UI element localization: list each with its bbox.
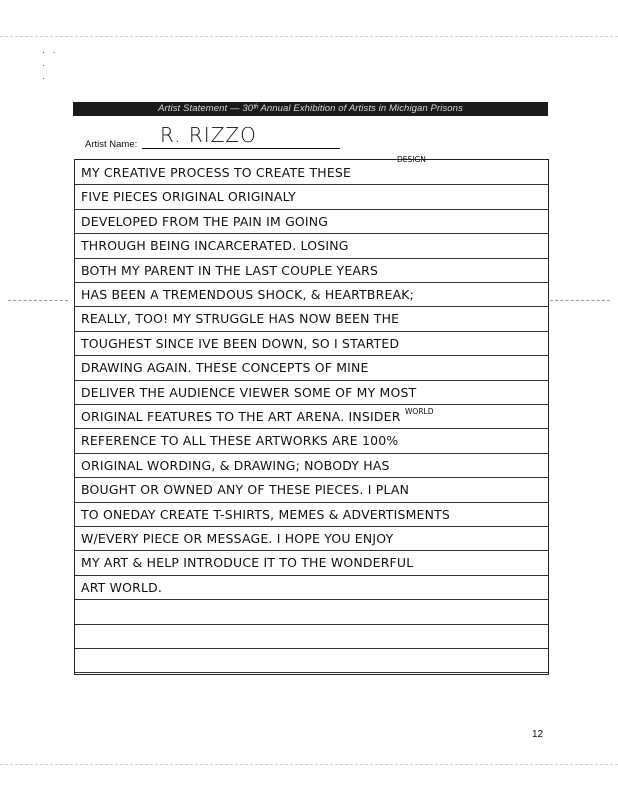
annotation-design: DESIGN xyxy=(397,155,426,164)
handwritten-line: REALLY, TOO! MY STRUGGLE HAS NOW BEEN THE xyxy=(81,311,400,327)
scan-speck-marks: · · · · xyxy=(42,47,56,83)
ruled-line xyxy=(75,672,548,673)
ruled-line xyxy=(75,306,548,307)
handwritten-line: TOUGHEST SINCE IVE BEEN DOWN, SO I STARTED xyxy=(81,335,400,351)
ruled-line xyxy=(75,428,548,429)
artist-name-value: R. RIZZO xyxy=(160,123,257,147)
ruled-line xyxy=(75,258,548,259)
handwritten-line: REFERENCE TO ALL THESE ARTWORKS ARE 100% xyxy=(81,433,399,449)
handwritten-line: FIVE PIECES ORIGINAL ORIGINALY xyxy=(81,189,296,205)
handwritten-line: ORIGINAL FEATURES TO THE ART ARENA. INSIDER xyxy=(81,409,401,424)
handwritten-line: THROUGH BEING INCARCERATED. LOSING xyxy=(81,238,349,254)
ruled-line xyxy=(75,477,548,478)
handwritten-line: ORIGINAL WORDING, & DRAWING; NOBODY HAS xyxy=(81,457,390,473)
handwritten-line: BOUGHT OR OWNED ANY OF THESE PIECES. I PLAN xyxy=(81,482,410,498)
ruled-line xyxy=(75,209,548,210)
handwritten-line: HAS BEEN A TREMENDOUS SHOCK, & HEARTBREAK; xyxy=(81,287,415,302)
handwritten-line: W/EVERY PIECE OR MESSAGE. I HOPE YOU ENJOY xyxy=(81,531,394,546)
handwritten-line: DEVELOPED FROM THE PAIN IM GOING xyxy=(81,213,329,229)
ruled-line xyxy=(75,404,548,405)
ruled-line xyxy=(75,526,548,527)
ruled-line xyxy=(75,624,548,625)
handwritten-line: ART WORLD. xyxy=(81,579,163,595)
artist-name-label: Artist Name: xyxy=(85,139,138,150)
statement-header-banner: Artist Statement — 30ᵗʰ Annual Exhibition of Artists in Michigan Prisons xyxy=(73,102,548,116)
ruled-line xyxy=(75,502,548,503)
page-number: 12 xyxy=(532,729,544,740)
artist-name-underline xyxy=(142,148,340,149)
handwritten-line: MY ART & HELP INTRODUCE IT TO THE WONDERFUL xyxy=(81,555,414,571)
handwritten-line: DELIVER THE AUDIENCE VIEWER SOME OF MY MOST xyxy=(81,384,417,400)
annotation-world: WORLD xyxy=(405,407,434,416)
ruled-line xyxy=(75,233,548,234)
ruled-line xyxy=(75,331,548,332)
ruled-line xyxy=(75,355,548,356)
scan-edge-bottom xyxy=(0,764,618,765)
ruled-line xyxy=(75,575,548,576)
handwritten-line: TO ONEDAY CREATE T-SHIRTS, MEMES & ADVERTISMENTS xyxy=(81,506,451,522)
ruled-line xyxy=(75,599,548,600)
handwritten-line: DRAWING AGAIN. THESE CONCEPTS OF MINE xyxy=(81,360,369,376)
ruled-line xyxy=(75,550,548,551)
margin-dash-right xyxy=(550,300,610,301)
scan-edge-top xyxy=(0,36,618,37)
handwritten-line: MY CREATIVE PROCESS TO CREATE THESE xyxy=(81,165,352,180)
ruled-line xyxy=(75,648,548,649)
ruled-line xyxy=(75,184,548,185)
margin-dash-left xyxy=(8,300,68,301)
handwritten-line: BOTH MY PARENT IN THE LAST COUPLE YEARS xyxy=(81,262,379,278)
ruled-line xyxy=(75,380,548,381)
handwritten-statement-box xyxy=(74,155,549,675)
ruled-line xyxy=(75,282,548,283)
ruled-line xyxy=(75,453,548,454)
